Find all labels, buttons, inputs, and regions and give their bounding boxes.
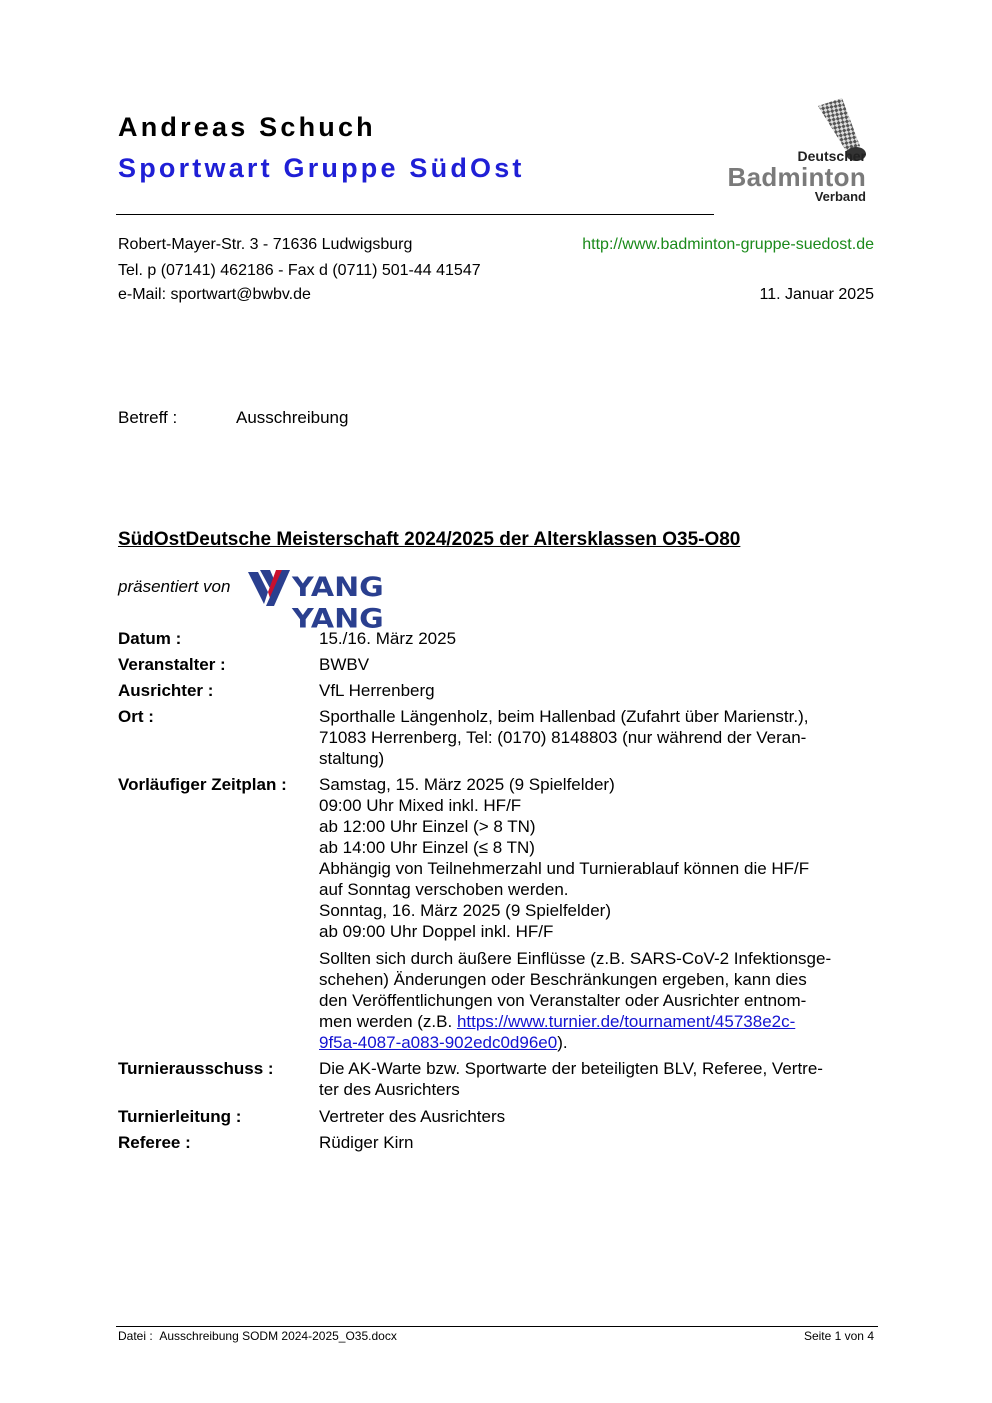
detail-value-line: schehen) Änderungen oder Beschränkungen ergeben, kann dies bbox=[319, 970, 807, 989]
detail-value-line: Die AK-Warte bzw. Sportwarte der beteiligten BLV, Referee, Vertre- bbox=[319, 1059, 823, 1078]
detail-value-line: 09:00 Uhr Mixed inkl. HF/F bbox=[319, 796, 522, 815]
detail-value: Rüdiger Kirn bbox=[319, 1133, 414, 1152]
detail-value-line bbox=[319, 1011, 877, 1032]
subject-value: Ausschreibung bbox=[236, 408, 349, 427]
tournament-link-cont[interactable]: 9f5a-4087-a083-902edc0d96e0 bbox=[319, 1033, 558, 1052]
detail-value-line: Sonntag, 16. März 2025 (9 Spielfelder) bbox=[319, 901, 612, 920]
detail-value-line: Abhängig von Teilnehmerzahl und Turnierablauf können die HF/F bbox=[319, 859, 810, 878]
detail-value-line: Sporthalle Längenholz, beim Hallenbad (Zufahrt über Marienstr.), bbox=[319, 707, 809, 726]
document-title: SüdOstDeutsche Meisterschaft 2024/2025 der Altersklassen O35-O80 bbox=[118, 529, 741, 550]
detail-value-line: ab 12:00 Uhr Einzel (> 8 TN) bbox=[319, 817, 536, 836]
note-text: men werden (z.B. bbox=[319, 1012, 457, 1031]
logo-line-3: Verband bbox=[814, 189, 866, 204]
footer-divider bbox=[116, 1326, 878, 1327]
letter-date: 11. Januar 2025 bbox=[759, 286, 874, 303]
footer-file-label: Datei : bbox=[118, 1329, 153, 1343]
detail-value: BWBV bbox=[319, 655, 370, 674]
footer-file bbox=[118, 1329, 397, 1343]
detail-label: Referee : bbox=[118, 1133, 191, 1152]
detail-value-line bbox=[319, 1032, 877, 1053]
detail-value-line: ab 09:00 Uhr Doppel inkl. HF/F bbox=[319, 922, 554, 941]
detail-value-line: den Veröffentlichungen von Veranstalter oder Ausrichter entnom- bbox=[319, 991, 807, 1010]
author-name: Andreas Schuch bbox=[118, 112, 376, 142]
tournament-link[interactable]: https://www.turnier.de/tournament/45738e2c- bbox=[456, 1012, 796, 1031]
phone: Tel. p (07141) 462186 - Fax d (0711) 501-44 41547 bbox=[118, 262, 481, 279]
detail-value: 15./16. März 2025 bbox=[319, 629, 457, 648]
logo-line-2: Badminton bbox=[727, 162, 866, 192]
detail-value: VfL Herrenberg bbox=[319, 681, 435, 700]
detail-label: Ort : bbox=[118, 707, 154, 726]
sponsor-name: YANG YANG bbox=[292, 571, 384, 635]
website-link[interactable]: http://www.badminton-gruppe-suedost.de bbox=[582, 236, 874, 253]
address: Robert-Mayer-Str. 3 - 71636 Ludwigsburg bbox=[118, 236, 413, 253]
subject-label: Betreff : bbox=[118, 408, 178, 427]
detail-label: Ausrichter : bbox=[118, 681, 214, 700]
email: e-Mail: sportwart@bwbv.de bbox=[118, 286, 311, 303]
detail-value: Vertreter des Ausrichters bbox=[319, 1107, 506, 1126]
detail-value-line: Samstag, 15. März 2025 (9 Spielfelder) bbox=[319, 775, 615, 794]
detail-label: Datum : bbox=[118, 629, 182, 648]
detail-label: Vorläufiger Zeitplan : bbox=[118, 775, 287, 794]
detail-value-line: Sollten sich durch äußere Einflüsse (z.B. SARS-CoV-2 Infektionsge- bbox=[319, 949, 832, 968]
detail-value-line: ab 14:00 Uhr Einzel (≤ 8 TN) bbox=[319, 838, 535, 857]
header-divider bbox=[116, 214, 714, 215]
yangyang-logo bbox=[246, 566, 466, 635]
footer-page: Seite 1 von 4 bbox=[803, 1329, 874, 1343]
logo-line-1: Deutscher bbox=[797, 148, 866, 164]
detail-value-line: 71083 Herrenberg, Tel: (0170) 8148803 (nur während der Veran- bbox=[319, 728, 807, 747]
detail-label: Veranstalter : bbox=[118, 655, 226, 674]
footer-file-name: Ausschreibung SODM 2024-2025_O35.docx bbox=[159, 1329, 397, 1343]
dbv-logo bbox=[720, 96, 870, 208]
detail-value-line: auf Sonntag verschoben werden. bbox=[319, 880, 569, 899]
detail-value-line: staltung) bbox=[319, 749, 385, 768]
detail-value-line: ter des Ausrichters bbox=[319, 1080, 460, 1099]
detail-label: Turnierleitung : bbox=[118, 1107, 242, 1126]
note-text: ). bbox=[557, 1033, 568, 1052]
sponsor-prefix: präsentiert von bbox=[118, 577, 231, 596]
author-role: Sportwart Gruppe SüdOst bbox=[118, 153, 525, 183]
detail-label: Turnierausschuss : bbox=[118, 1059, 274, 1078]
